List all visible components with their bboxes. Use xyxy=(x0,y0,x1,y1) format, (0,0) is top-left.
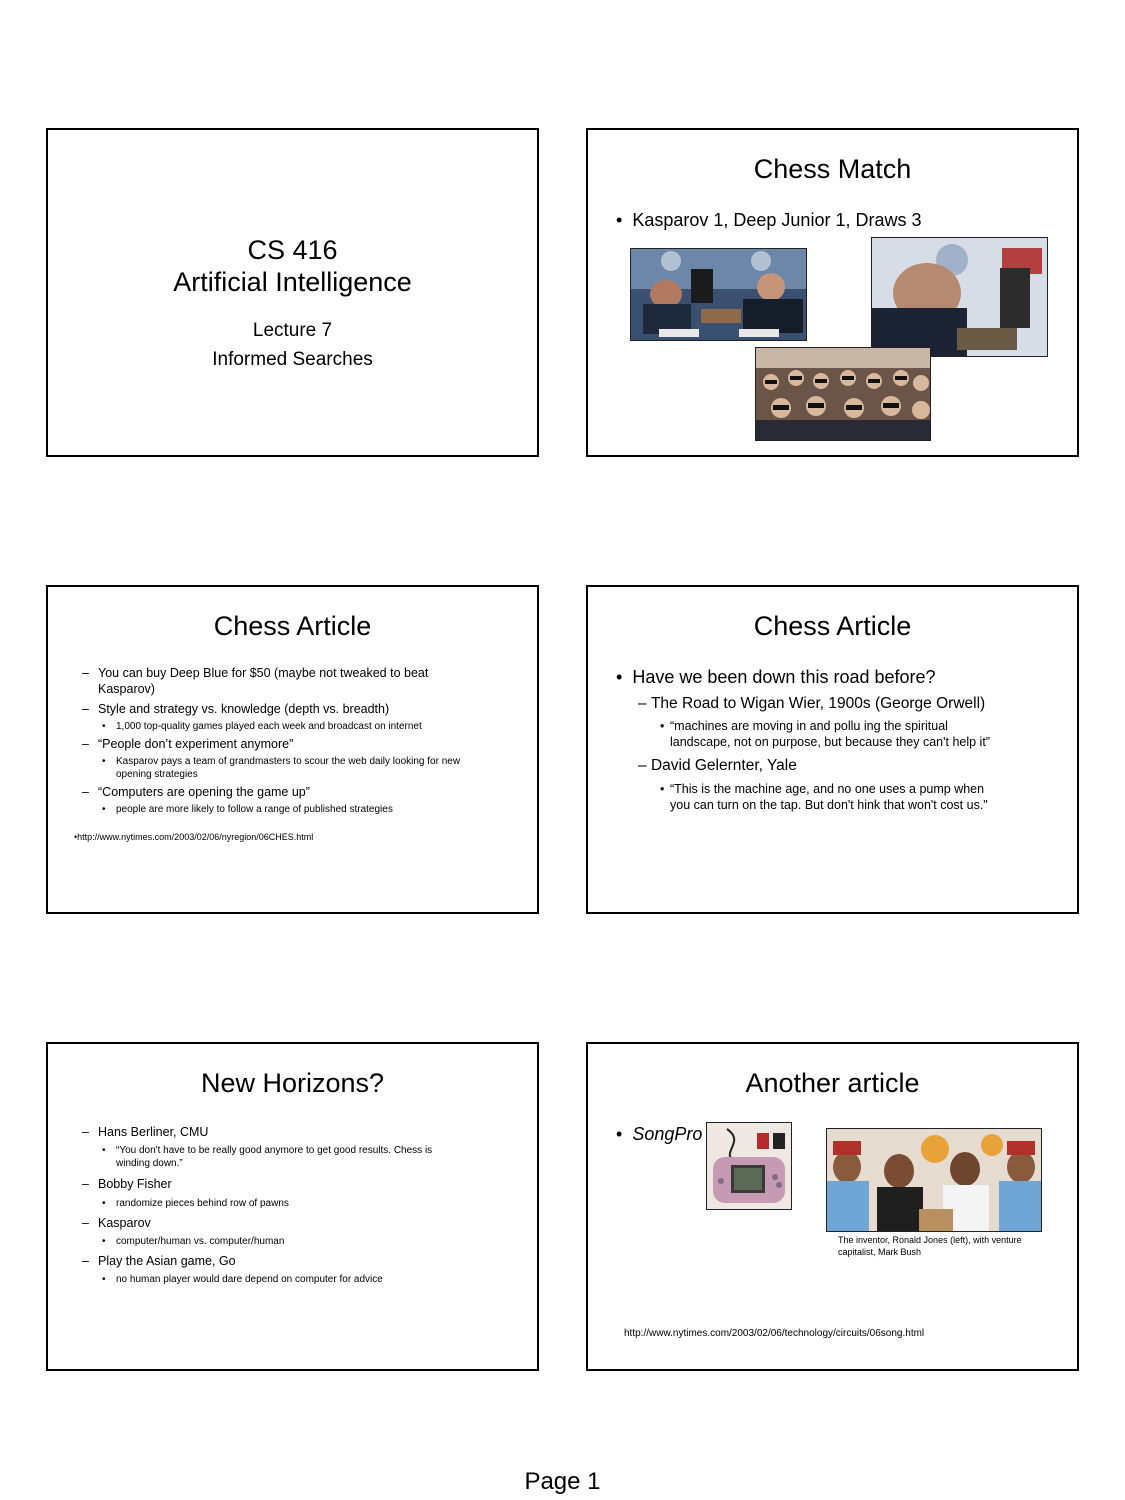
slide-1 xyxy=(46,128,539,457)
songpro-device-photo xyxy=(706,1122,792,1210)
slide-6 xyxy=(586,1042,1079,1371)
slide-4-title: Chess Article xyxy=(753,611,912,641)
slide-6-title: Another article xyxy=(745,1068,920,1098)
course-code: CS 416 xyxy=(247,235,338,265)
slide-6-bullet: • SongPro xyxy=(616,1124,703,1144)
lecture-number: Lecture 7 xyxy=(252,320,333,341)
slide-1-title xyxy=(48,234,537,298)
slide-4-bullet: • Have we been down this road before? xyxy=(616,667,936,687)
slide-1-subtitle xyxy=(48,316,537,374)
slide-4-sub-1: – The Road to Wigan Wier, 1900s (George Orwell) xyxy=(638,695,986,712)
slide-6-url[interactable]: http://www.nytimes.com/2003/02/06/technology/circuits/06song.html xyxy=(624,1328,925,1339)
slide-2-title: Chess Match xyxy=(753,154,912,184)
page-number: Page 1 xyxy=(524,1468,601,1495)
kasparov-photo xyxy=(871,237,1048,357)
audience-photo xyxy=(755,347,931,441)
dash-marker: – xyxy=(82,666,89,680)
slide-4-sub-2: – David Gelernter, Yale xyxy=(638,757,797,774)
inventors-photo xyxy=(826,1128,1042,1232)
slide-5: New Horizons? – Hans Berliner, CMU • “You don't have to be really good anymore to get good results. Chess is winding down.” – Bobby Fisher • randomize pieces behind row of pawns – Kasparov • computer/human vs. computer/human – Play the Asian game, Go • no human player would dare depend on computer for advice xyxy=(46,1042,539,1371)
slide-2 xyxy=(586,128,1079,457)
bullet-text: Kasparov 1, Deep Junior 1, Draws 3 xyxy=(632,210,922,230)
slide-3: Chess Article – You can buy Deep Blue for $50 (maybe not tweaked to beat Kasparov) – Style and strategy vs. knowledge (depth vs. breadth) • 1,000 top-quality games played each week and broadcast on internet – “People don’t experiment anymore” • Kasparov pays a team of grandmasters to scour the web daily looking for new opening strategies – “Computers are opening the game up” • people are more likely to follow a range of published strategies •http://www.nytimes.com/2003/02/06/nyregion/06CHES.html xyxy=(46,585,539,914)
bullet-dot: • xyxy=(616,210,623,230)
slide-5-title: New Horizons? xyxy=(200,1068,385,1098)
chess-match-photo xyxy=(630,248,807,341)
slide-2-bullet xyxy=(616,210,921,231)
slide-4: Chess Article • Have we been down this road before? – The Road to Wigan Wier, 1900s (George Orwell) • “machines are moving in and pollu ing the spiritual landscape, not on purpose, but because they can't help it” – David Gelernter, Yale • “This is the machine age, and no one uses a pump when you can turn on the tap. But don't hink that won't cost us." xyxy=(586,585,1079,914)
photo-caption: The inventor, Ronald Jones (left), with venture capitalist, Mark Bush xyxy=(838,1235,1022,1257)
lecture-topic: Informed Searches xyxy=(212,349,373,370)
course-name: Artificial Intelligence xyxy=(173,267,412,297)
slide-3-url[interactable]: •http://www.nytimes.com/2003/02/06/nyregion/06CHES.html xyxy=(74,832,314,842)
slide-3-title: Chess Article xyxy=(213,611,372,641)
